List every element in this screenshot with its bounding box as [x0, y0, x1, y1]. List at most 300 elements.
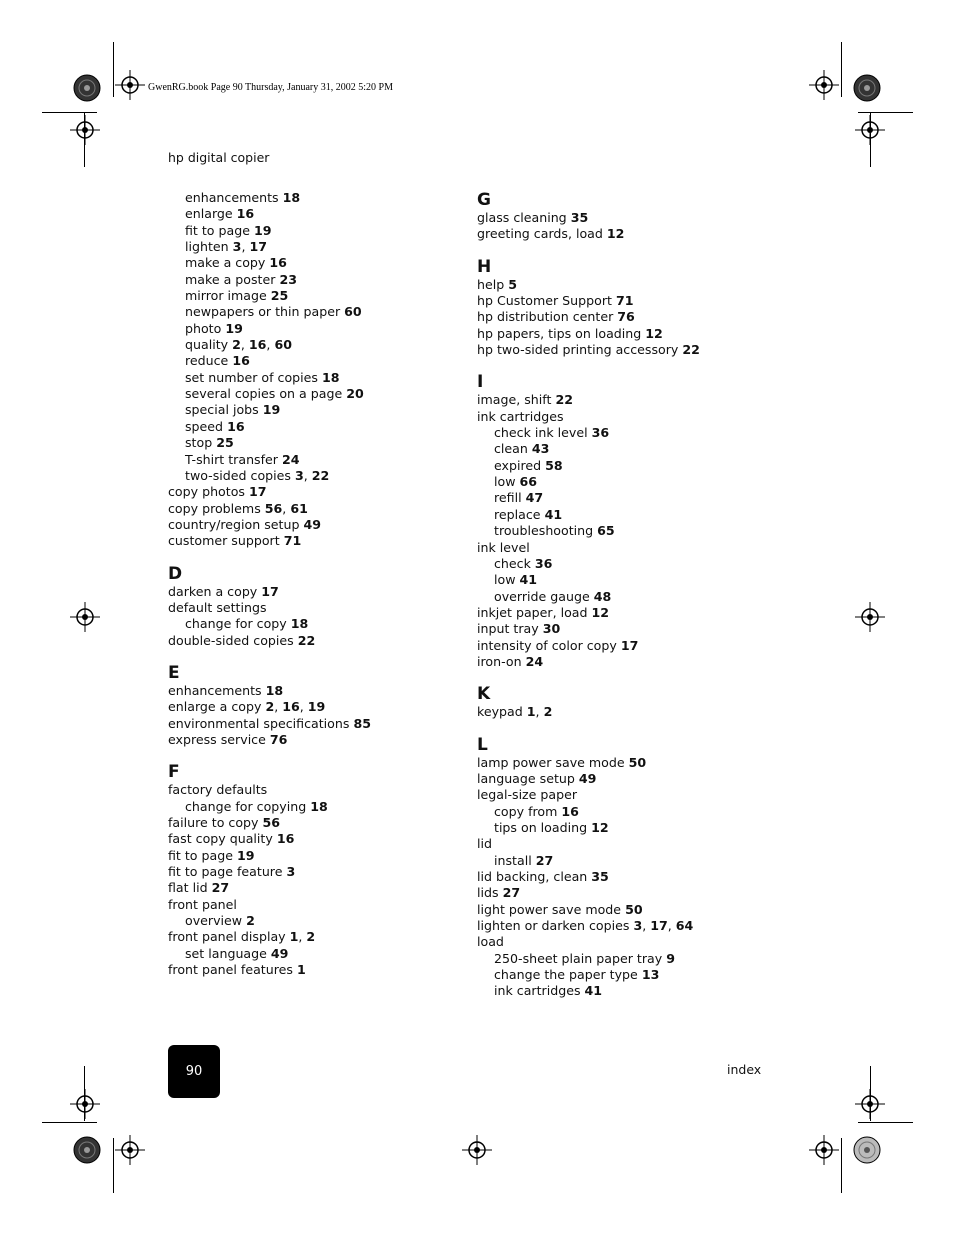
page-reference: 18 — [290, 616, 309, 632]
page-reference: 17 — [650, 918, 668, 934]
entry-term: newpapers or thin paper — [185, 304, 341, 320]
starburst-mark-icon — [73, 74, 101, 102]
index-column-left — [168, 190, 458, 978]
entry-pages: 56, 61 — [264, 500, 308, 516]
entry-term: make a poster — [185, 271, 276, 287]
page-reference: 1 — [526, 704, 536, 720]
entry-pages — [557, 804, 579, 819]
entry-pages — [641, 326, 663, 341]
entry-pages — [228, 353, 250, 368]
entry-pages — [621, 902, 643, 917]
index-subentry — [168, 468, 458, 484]
page-reference: 16 — [248, 337, 267, 353]
entry-term: check ink level — [494, 425, 588, 441]
crop-line — [858, 1122, 913, 1123]
page-reference: 3 — [633, 918, 643, 934]
entry-pages: 3, 22 — [294, 467, 330, 483]
page-reference: 27 — [211, 880, 230, 896]
index-subentry — [477, 556, 767, 572]
entry-term: 250-sheet plain paper tray — [494, 950, 663, 966]
entry-pages — [250, 223, 272, 238]
entry-pages — [539, 621, 561, 636]
entry-term: express service — [168, 731, 266, 747]
entry-term: customer support — [168, 533, 280, 549]
index-entry — [477, 885, 767, 901]
entry-pages — [581, 983, 603, 998]
entry-pages — [587, 869, 609, 884]
entry-term: lighten or darken copies — [477, 918, 630, 934]
page-number: 90 — [185, 1064, 203, 1079]
entry-term: set number of copies — [185, 369, 318, 385]
entry-pages — [541, 458, 563, 473]
entry-term: glass cleaning — [477, 210, 567, 225]
index-entry — [477, 226, 767, 242]
index-subentry — [168, 272, 458, 288]
entry-term: expired — [494, 457, 542, 473]
entry-term: front panel display — [168, 929, 286, 945]
index-subentry — [477, 441, 767, 457]
index-entry — [168, 699, 458, 715]
entry-term: intensity of color copy — [477, 637, 617, 653]
index-section — [477, 684, 767, 720]
page-reference: 12 — [591, 819, 609, 835]
page-reference: 16 — [236, 206, 255, 222]
entry-term: load — [477, 934, 504, 950]
page-reference: 43 — [531, 441, 550, 457]
index-entry — [168, 633, 458, 649]
page-reference: 65 — [597, 523, 615, 539]
page-reference: 50 — [628, 754, 647, 770]
index-section — [168, 762, 458, 978]
index-entry — [168, 683, 458, 699]
entry-term: light power save mode — [477, 901, 622, 917]
index-subentry — [168, 452, 458, 468]
running-head: hp digital copier — [168, 150, 270, 165]
entry-term: copy problems — [168, 500, 261, 516]
crop-line — [42, 112, 97, 113]
index-entry — [477, 638, 767, 654]
page-reference: 36 — [534, 555, 553, 571]
entry-pages — [306, 799, 328, 814]
index-subentry — [168, 304, 458, 320]
entry-pages — [349, 716, 371, 731]
page-reference: 35 — [591, 869, 609, 884]
page-reference: 9 — [666, 950, 675, 966]
registration-mark-icon — [809, 1135, 839, 1165]
entry-pages — [273, 831, 295, 846]
entry-pages — [233, 848, 255, 863]
page-reference: 56 — [264, 500, 283, 516]
index-section — [168, 663, 458, 748]
entry-pages — [267, 946, 289, 961]
page-reference: 2 — [265, 699, 275, 715]
entry-term: mirror image — [185, 288, 267, 304]
index-subentry — [168, 288, 458, 304]
page-reference: 17 — [248, 484, 267, 500]
page-reference: 18 — [282, 190, 301, 205]
index-entry — [168, 517, 458, 533]
entry-pages — [551, 392, 573, 407]
page-reference: 24 — [525, 653, 544, 669]
entry-pages — [257, 584, 279, 599]
entry-pages — [212, 435, 234, 450]
index-subentry — [168, 402, 458, 418]
entry-term: fast copy quality — [168, 831, 273, 847]
entry-term: greeting cards, load — [477, 226, 603, 242]
entry-term: country/region setup — [168, 516, 300, 532]
entry-pages — [299, 517, 321, 532]
page-reference: 3 — [232, 239, 242, 255]
index-entry — [477, 540, 767, 556]
entry-term: legal-size paper — [477, 787, 578, 803]
index-subentry — [168, 799, 458, 815]
entry-term: front panel — [168, 896, 237, 912]
entry-pages — [233, 206, 255, 221]
index-subentry — [477, 490, 767, 506]
index-subentry — [168, 386, 458, 402]
page-reference: 2 — [306, 929, 316, 945]
page-reference: 85 — [353, 715, 371, 731]
index-entry — [477, 392, 767, 408]
index-entry — [477, 704, 767, 720]
entry-pages: 3, 17, 64 — [633, 918, 694, 934]
crop-line — [841, 42, 842, 97]
page-reference: 13 — [641, 967, 660, 983]
entry-pages — [541, 507, 563, 522]
page-reference: 22 — [682, 342, 700, 358]
registration-mark-icon — [855, 1089, 885, 1119]
index-entry — [477, 918, 767, 934]
entry-term: copy photos — [168, 484, 245, 500]
page-reference: 25 — [216, 435, 234, 451]
entry-term: fit to page — [168, 847, 233, 863]
entry-term: copy from — [494, 803, 558, 819]
page-reference: 17 — [261, 583, 279, 599]
section-letter: F — [168, 762, 180, 783]
entry-term: check — [494, 555, 531, 571]
crop-line — [858, 112, 913, 113]
index-column-right — [477, 190, 767, 1000]
entry-pages — [593, 523, 615, 538]
page-reference: 30 — [542, 621, 561, 637]
index-subentry — [168, 616, 458, 632]
entry-pages — [267, 288, 289, 303]
page-reference: 17 — [249, 239, 267, 255]
page-reference: 12 — [645, 325, 663, 341]
index-entry — [168, 962, 458, 978]
page-reference: 19 — [225, 320, 243, 336]
index-entry — [168, 533, 458, 549]
entry-pages: 2, 16, 60 — [232, 337, 292, 353]
index-subentry — [477, 507, 767, 523]
starburst-mark-icon — [853, 1136, 881, 1164]
index-subentry — [168, 946, 458, 962]
page-reference: 49 — [270, 945, 289, 961]
entry-term: enhancements — [168, 682, 262, 698]
page-reference: 49 — [303, 516, 322, 532]
entry-term: language setup — [477, 770, 575, 786]
entry-term: inkjet paper, load — [477, 604, 588, 620]
index-section — [477, 190, 767, 243]
crop-line — [113, 1138, 114, 1193]
page-reference: 35 — [570, 210, 589, 225]
entry-term: tips on loading — [494, 819, 588, 835]
entry-pages — [223, 419, 245, 434]
index-entry — [168, 501, 458, 517]
index-entry — [477, 342, 767, 358]
entry-term: failure to copy — [168, 815, 259, 830]
entry-pages — [678, 342, 700, 357]
starburst-mark-icon — [853, 74, 881, 102]
index-section — [477, 372, 767, 670]
entry-term: special jobs — [185, 402, 259, 418]
section-letter: G — [477, 190, 491, 210]
entry-term: iron-on — [477, 653, 522, 669]
index-subentry — [477, 589, 767, 605]
index-entry — [477, 621, 767, 637]
page-reference: 41 — [519, 572, 538, 588]
index-entry — [168, 815, 458, 831]
entry-term: lamp power save mode — [477, 754, 625, 770]
page-reference: 61 — [290, 500, 308, 516]
registration-mark-icon — [809, 70, 839, 100]
entry-term: image, shift — [477, 392, 552, 408]
entry-term: keypad — [477, 704, 523, 720]
entry-pages — [522, 654, 544, 669]
crop-line — [841, 1138, 842, 1193]
page-reference: 23 — [279, 271, 297, 287]
page-reference: 22 — [555, 392, 573, 408]
entry-term: quality — [185, 337, 229, 353]
entry-pages — [340, 304, 362, 319]
entry-term: install — [494, 852, 532, 868]
page-reference: 3 — [294, 467, 304, 483]
entry-term: troubleshooting — [494, 523, 594, 539]
index-subentry — [477, 458, 767, 474]
index-entry — [168, 584, 458, 600]
page-reference: 16 — [227, 418, 245, 434]
entry-term: hp two-sided printing accessory — [477, 342, 679, 358]
index-entry — [477, 277, 767, 293]
entry-pages: 1, 2 — [289, 929, 316, 945]
entry-pages — [242, 913, 255, 928]
index-entry — [477, 771, 767, 787]
entry-term: make a copy — [185, 255, 266, 271]
page-reference: 25 — [270, 288, 289, 304]
index-entry — [168, 929, 458, 945]
index-entry — [477, 326, 767, 342]
section-letter: D — [168, 563, 183, 584]
index-entry — [168, 880, 458, 896]
registration-mark-icon — [115, 1135, 145, 1165]
page-reference: 71 — [283, 533, 302, 549]
index-subentry — [168, 190, 458, 206]
entry-term: default settings — [168, 599, 267, 615]
entry-pages — [575, 771, 597, 786]
page-reference: 12 — [591, 604, 610, 620]
entry-term: enhancements — [185, 190, 279, 205]
page-reference: 71 — [615, 293, 634, 309]
crop-line — [42, 1122, 97, 1123]
page-reference: 16 — [276, 831, 295, 847]
entry-pages — [588, 605, 610, 620]
index-subentry — [168, 223, 458, 239]
entry-term: fit to page — [185, 222, 250, 238]
entry-term: ink cartridges — [477, 408, 564, 424]
entry-term: overview — [185, 913, 243, 929]
entry-term: enlarge — [185, 206, 233, 222]
entry-pages — [221, 321, 243, 336]
entry-pages — [279, 190, 301, 205]
page-reference: 17 — [620, 637, 639, 653]
index-entry — [477, 309, 767, 325]
index-section — [168, 564, 458, 649]
page-reference: 47 — [525, 490, 544, 506]
entry-term: reduce — [185, 353, 229, 369]
page-reference: 48 — [593, 588, 612, 604]
entry-term: hp papers, tips on loading — [477, 325, 642, 341]
entry-pages — [265, 255, 287, 270]
section-letter: H — [477, 256, 492, 277]
index-subentry — [168, 255, 458, 271]
index-entry — [168, 897, 458, 913]
entry-pages — [662, 951, 675, 966]
entry-pages — [245, 484, 267, 499]
page-reference: 60 — [344, 304, 362, 320]
entry-pages — [528, 441, 550, 456]
index-subentry — [168, 435, 458, 451]
entry-term: photo — [185, 320, 222, 336]
entry-term: hp Customer Support — [477, 293, 612, 309]
page-reference: 19 — [237, 847, 255, 863]
entry-term: change for copy — [185, 616, 287, 632]
entry-pages — [516, 474, 538, 489]
entry-term: lighten — [185, 239, 229, 255]
page-reference: 56 — [262, 815, 281, 830]
entry-pages: 2, 16, 19 — [265, 699, 326, 715]
entry-pages — [617, 638, 639, 653]
index-subentry — [168, 321, 458, 337]
entry-pages — [587, 820, 609, 835]
page-reference: 24 — [282, 451, 300, 467]
entry-pages — [588, 425, 610, 440]
page-reference: 36 — [591, 425, 610, 441]
entry-term: low — [494, 572, 516, 588]
index-entry — [477, 293, 767, 309]
registration-mark-icon — [855, 602, 885, 632]
index-entry — [477, 787, 767, 803]
print-slug: GwenRG.book Page 90 Thursday, January 31, 2002 5:20 PM — [148, 82, 393, 93]
index-subentry — [168, 353, 458, 369]
page-reference: 16 — [232, 353, 250, 369]
entry-pages — [625, 755, 647, 770]
page-reference: 2 — [543, 704, 553, 720]
entry-pages — [262, 683, 284, 698]
entry-pages — [590, 589, 612, 604]
entry-pages — [612, 293, 634, 308]
index-section — [168, 190, 458, 550]
page-reference: 2 — [246, 913, 255, 929]
page-reference: 22 — [311, 467, 330, 483]
index-entry — [168, 864, 458, 880]
section-letter: K — [477, 684, 491, 705]
entry-pages — [532, 853, 554, 868]
entry-term: stop — [185, 435, 213, 451]
page-reference: 18 — [265, 682, 284, 698]
page-reference: 19 — [307, 699, 326, 715]
entry-pages — [522, 490, 544, 505]
entry-term: replace — [494, 506, 541, 522]
index-section — [477, 735, 767, 1000]
entry-term: darken a copy — [168, 583, 258, 599]
page-reference: 64 — [675, 918, 694, 934]
index-section — [477, 257, 767, 359]
index-entry — [477, 654, 767, 670]
crop-line — [113, 42, 114, 97]
page-reference: 41 — [544, 506, 563, 522]
registration-mark-icon — [855, 115, 885, 145]
entry-term: two-sided copies — [185, 467, 291, 483]
entry-pages — [603, 226, 625, 241]
index-subentry — [477, 804, 767, 820]
entry-term: refill — [494, 490, 522, 506]
entry-term: ink cartridges — [494, 983, 581, 999]
entry-term: override gauge — [494, 588, 590, 604]
page-reference: 18 — [310, 798, 328, 814]
entry-pages: 3, 17 — [232, 239, 267, 255]
index-entry — [477, 934, 767, 950]
entry-pages — [613, 309, 635, 324]
entry-term: set language — [185, 945, 267, 961]
page-reference: 12 — [606, 226, 625, 242]
registration-mark-icon — [70, 1089, 100, 1119]
entry-pages — [638, 967, 660, 982]
page-reference: 18 — [322, 369, 340, 385]
entry-term: several copies on a page — [185, 386, 343, 402]
entry-term: clean — [494, 441, 528, 457]
index-subentry — [477, 853, 767, 869]
section-letter: I — [477, 372, 484, 393]
page-reference: 16 — [269, 255, 287, 271]
index-entry — [477, 605, 767, 621]
index-entry — [168, 600, 458, 616]
index-subentry — [477, 425, 767, 441]
page-reference: 5 — [508, 276, 518, 292]
entry-term: input tray — [477, 621, 539, 637]
page-reference: 50 — [625, 901, 643, 917]
entry-term: speed — [185, 418, 224, 434]
entry-pages — [259, 815, 281, 830]
entry-term: ink level — [477, 539, 530, 555]
index-subentry — [477, 951, 767, 967]
index-entry — [168, 716, 458, 732]
index-entry — [168, 848, 458, 864]
index-entry — [477, 902, 767, 918]
page-reference: 19 — [254, 222, 272, 238]
entry-term: fit to page feature — [168, 864, 283, 880]
index-subentry — [477, 983, 767, 999]
index-subentry — [168, 239, 458, 255]
entry-pages — [504, 277, 517, 292]
index-subentry — [477, 572, 767, 588]
index-entry — [168, 782, 458, 798]
entry-term: change the paper type — [494, 967, 638, 983]
page-number-tab — [168, 1045, 220, 1098]
entry-pages — [318, 370, 340, 385]
index-entry — [168, 831, 458, 847]
entry-term: factory defaults — [168, 782, 268, 798]
index-subentry — [168, 913, 458, 929]
